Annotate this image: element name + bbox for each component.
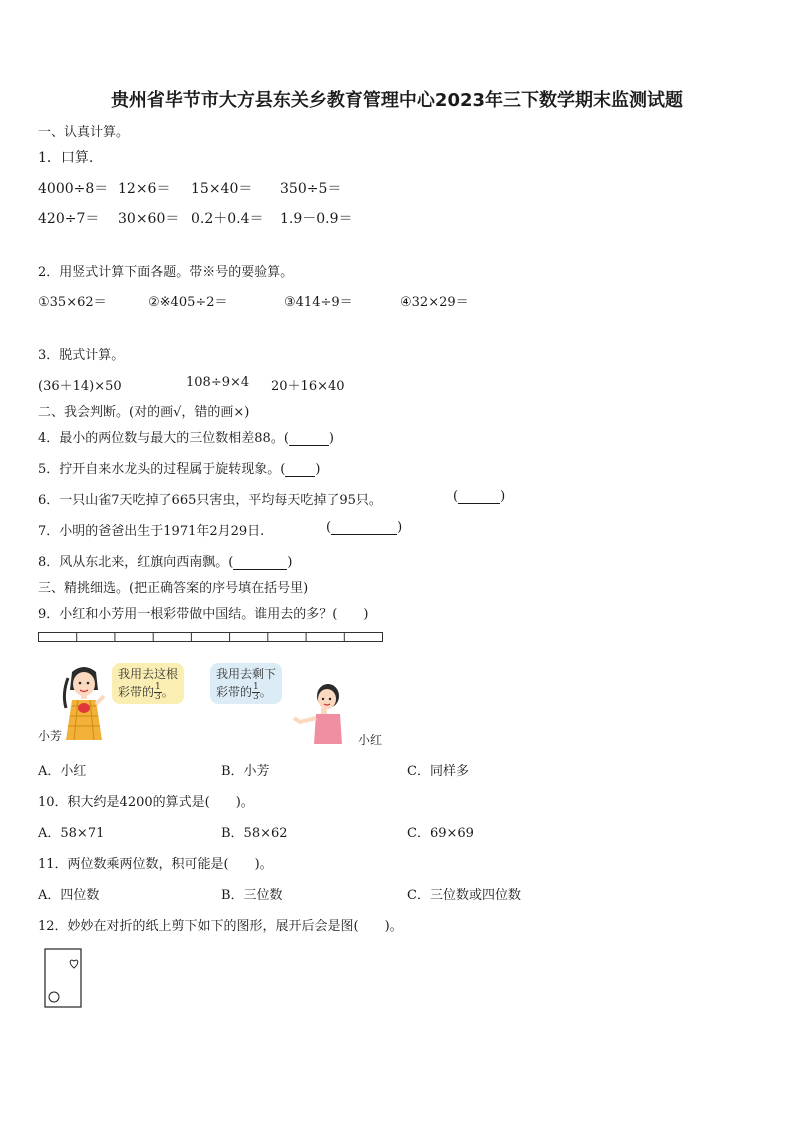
girl-xiaohong-illustration	[290, 682, 356, 746]
answer-blank[interactable]	[285, 462, 315, 477]
folded-paper-figure	[44, 948, 84, 1010]
girl-xiaofang-illustration	[58, 664, 110, 742]
q1-item: 12×6＝	[118, 181, 171, 197]
frac-numerator: 1	[155, 682, 161, 692]
q2-label: 2．用竖式计算下面各题。带※号的要验算。	[38, 265, 294, 280]
q11-option-a[interactable]: A．四位数	[38, 888, 100, 903]
q10-option-b[interactable]: B．58×62	[221, 826, 288, 841]
q1-label: 1．口算.	[38, 150, 94, 166]
q8-text: 8．风从东北来，红旗向西南飘。(	[38, 555, 234, 570]
speech-bubble-left: 我用去这根 彩带的 $\frac{1}{3}$ 。	[112, 663, 184, 704]
name-label-right: 小红	[358, 733, 383, 747]
q3-label: 3．脱式计算。	[38, 348, 125, 363]
q6-answer	[453, 489, 505, 504]
q10-option-a[interactable]: A．58×71	[38, 826, 105, 841]
q3-item: (36＋14)×50	[38, 379, 122, 394]
speech-bubble-right: 我用去剩下 彩带的 $\frac{1}{3}$ 。	[210, 663, 282, 704]
q2-item: ④32×29＝	[400, 295, 469, 310]
q1-item: 30×60＝	[118, 211, 180, 227]
q7-close: )	[397, 520, 403, 535]
fraction-one-third	[154, 683, 162, 702]
q5-text: 5．拧开自来水龙头的过程属于旋转现象。(	[38, 462, 286, 477]
q6-close: )	[500, 489, 506, 504]
q10-text: 10．积大约是4200的算式是( )。	[38, 795, 254, 810]
q3-item: 20＋16×40	[271, 379, 345, 394]
answer-blank[interactable]	[331, 520, 397, 535]
q1-item: 0.2＋0.4＝	[191, 211, 264, 227]
q11-option-b[interactable]: B．三位数	[221, 888, 283, 903]
q1-item: 1.9－0.9＝	[280, 211, 353, 227]
q4-text: 4．最小的两位数与最大的三位数相差88。(	[38, 431, 289, 446]
frac-numerator: 1	[253, 682, 259, 692]
bubble-left-line2: 彩带的	[118, 685, 155, 699]
fraction-one-third	[252, 683, 260, 702]
q9-text: 9．小红和小芳用一根彩带做中国结。谁用去的多？( )	[38, 607, 369, 622]
section-2-heading: 二、我会判断。(对的画√，错的画×)	[38, 405, 250, 420]
q7-answer	[326, 520, 402, 535]
q11-text: 11．两位数乘两位数，积可能是( )。	[38, 857, 273, 872]
answer-blank[interactable]	[458, 489, 500, 504]
q7-text: 7．小明的爸爸出生于1971年2月29日.	[38, 524, 265, 539]
frac-denominator: 3	[155, 692, 161, 702]
bubble-left-line1: 我用去这根	[118, 667, 179, 681]
bubble-right-line1: 我用去剩下	[216, 667, 277, 681]
q8	[38, 551, 292, 570]
q3-item: 108÷9×4	[186, 375, 250, 390]
answer-blank[interactable]	[289, 431, 329, 446]
q1-item: 420÷7＝	[38, 211, 100, 227]
section-1-heading: 一、认真计算。	[38, 125, 130, 140]
q4	[38, 427, 334, 446]
q1-item: 4000÷8＝	[38, 181, 109, 197]
q11-option-c[interactable]: C．三位数或四位数	[407, 888, 521, 903]
q1-item: 15×40＝	[191, 181, 253, 197]
q1-item: 350÷5＝	[280, 181, 342, 197]
answer-blank[interactable]	[233, 555, 287, 570]
section-3-heading: 三、精挑细选。(把正确答案的序号填在括号里)	[38, 581, 309, 596]
q2-item: ③414÷9＝	[284, 295, 353, 310]
q7-open: (	[326, 520, 332, 535]
name-label-left: 小芳	[38, 729, 63, 743]
q2-item: ②※405÷2＝	[148, 295, 228, 310]
q12-text: 12．妙妙在对折的纸上剪下如下的图形，展开后会是图( )。	[38, 919, 403, 934]
ribbon-bar-figure	[38, 632, 384, 643]
q9-option-b[interactable]: B．小芳	[221, 764, 270, 779]
q5-close: )	[315, 462, 321, 477]
q8-close: )	[287, 555, 293, 570]
q6-open: (	[453, 489, 459, 504]
q10-option-c[interactable]: C．69×69	[407, 826, 474, 841]
frac-denominator: 3	[253, 692, 259, 702]
page-title: 贵州省毕节市大方县东关乡教育管理中心2023年三下数学期末监测试题	[110, 90, 684, 111]
bubble-right-line2: 彩带的	[216, 685, 253, 699]
q4-close: )	[328, 431, 334, 446]
q5	[38, 458, 320, 477]
q6-text: 6．一只山雀7天吃掉了665只害虫，平均每天吃掉了95只。	[38, 493, 382, 508]
q9-option-c[interactable]: C．同样多	[407, 764, 469, 779]
q2-item: ①35×62＝	[38, 295, 107, 310]
q9-option-a[interactable]: A．小红	[38, 764, 87, 779]
